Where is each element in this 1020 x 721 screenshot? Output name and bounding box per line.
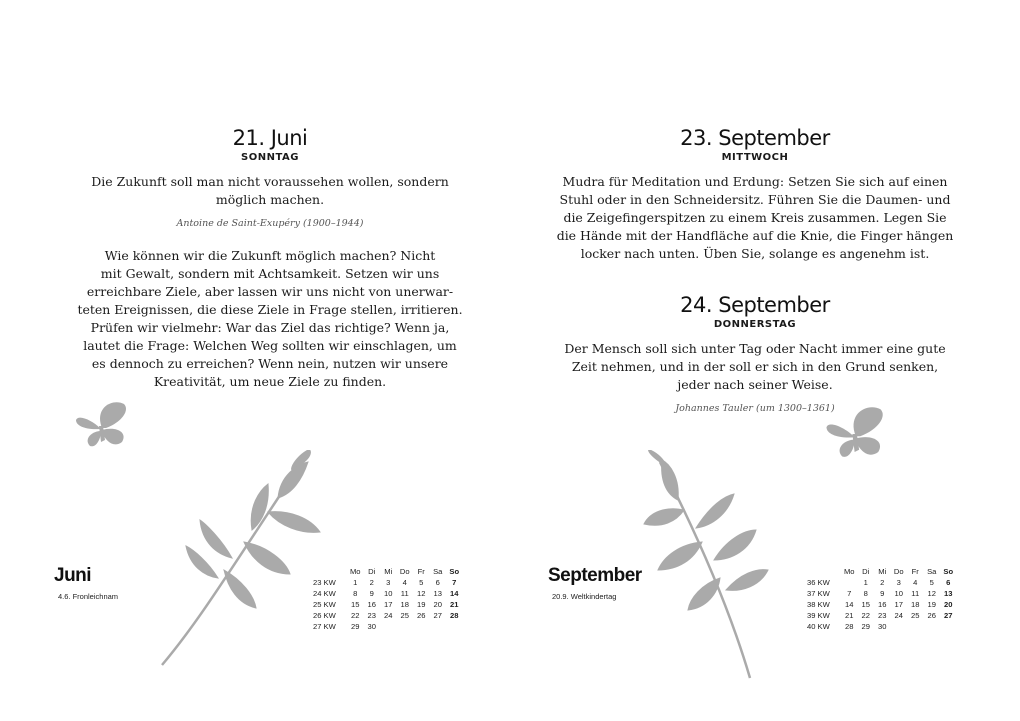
calendar-day: 24 (894, 611, 903, 620)
calendar-day: 2 (369, 578, 374, 587)
calendar-day (924, 621, 941, 632)
calendar-day: 4 (913, 578, 918, 587)
entry-date: 24. September (680, 293, 830, 317)
calendar-day: 7 (847, 589, 852, 598)
calendar-day: 19 (927, 600, 936, 609)
butterfly-icon (822, 402, 894, 466)
entry-23-september (555, 125, 955, 263)
calendar-day: 17 (384, 600, 393, 609)
calendar-day (380, 621, 397, 632)
calendar-day: 10 (894, 589, 903, 598)
entry-weekday: SONNTAG (241, 152, 299, 163)
calendar-day (891, 621, 908, 632)
calendar-day: 11 (911, 589, 920, 598)
calendar-day: 11 (400, 589, 409, 598)
calendar-day (413, 621, 430, 632)
leaf-branch-icon (150, 450, 330, 670)
calendar-day: 1 (353, 578, 358, 587)
calendar-week-row (807, 588, 957, 599)
calendar-week-row (807, 577, 957, 588)
calendar-day: 30 (367, 622, 376, 631)
entry-body: Wie können wir die Zukunft möglich machen? Nicht mit Gewalt, sondern mit Achtsamkeit. Setzen wir uns erreichbare Ziele, aber lassen wir uns nicht von unerwar- teten Ereignissen, die diese Ziele in Frage stellen, irritieren. Prüfen wir vielmehr: War das Ziel das richtige? Wenn ja, lautet die Frage: Welchen Weg sollten wir einschlagen, um es dennoch zu erreichen? Wenn nein, nutzen wir unsere Kreativität, um neue Ziele zu finden. (77, 248, 463, 389)
calendar-day: 29 (351, 622, 360, 631)
calendar-week-row (807, 621, 957, 632)
entry-21-juni (70, 125, 470, 391)
calendar-week-number: 24 KW (313, 589, 336, 598)
month-title: September (548, 565, 642, 586)
calendar-day: 14 (450, 589, 459, 598)
calendar-day: 9 (369, 589, 374, 598)
calendar-week-number: 25 KW (313, 600, 336, 609)
calendar-day: 13 (433, 589, 442, 598)
right-page (510, 0, 1020, 721)
calendar-day: 5 (929, 578, 934, 587)
entry-body: Mudra für Meditation und Erdung: Setzen Sie sich auf einen Stuhl oder in den Schneidersitz. Führen Sie die Daumen- und die Zeigefingerspitzen zu einem Kreis zusammen. Legen Sie die Hände mit der Handfläche auf die Knie, die Finger hängen locker nach unten. Üben Sie, solange es angenehm ist. (556, 174, 954, 261)
calendar-day: 25 (911, 611, 920, 620)
calendar-day: 22 (861, 611, 870, 620)
calendar-day: 24 (384, 611, 393, 620)
calendar-week-row (313, 588, 463, 599)
calendar-day (907, 621, 924, 632)
calendar-day: 20 (433, 600, 442, 609)
quote-citation: Johannes Tauler (um 1300–1361) (675, 403, 835, 414)
calendar-day: 21 (845, 611, 854, 620)
calendar-day: 16 (878, 600, 887, 609)
calendar-day: 27 (433, 611, 442, 620)
calendar-day: 1 (863, 578, 868, 587)
calendar-day: 12 (927, 589, 936, 598)
calendar-week-number: 37 KW (807, 589, 830, 598)
calendar-day: 27 (944, 611, 953, 620)
quote: Der Mensch soll sich unter Tag oder Nacht immer eine gute Zeit nehmen, und in der soll er sich in den Grund senken, jeder nach seiner Weise. (564, 341, 946, 392)
calendar-day: 6 (435, 578, 440, 587)
calendar-day: 23 (878, 611, 887, 620)
mini-calendar (313, 566, 463, 632)
calendar-day: 8 (353, 589, 358, 598)
calendar-week-row (313, 621, 463, 632)
calendar-day: 28 (450, 611, 459, 620)
calendar-day (446, 621, 463, 632)
calendar-week-number: 39 KW (807, 611, 830, 620)
calendar-header-row: Mo Di Mi Do Fr Sa So (843, 567, 954, 576)
calendar-day: 23 (367, 611, 376, 620)
calendar-week-number: 40 KW (807, 622, 830, 631)
calendar-day: 15 (861, 600, 870, 609)
calendar-day: 5 (419, 578, 424, 587)
calendar-week-number: 38 KW (807, 600, 830, 609)
calendar-week-number: 36 KW (807, 578, 830, 587)
butterfly-icon (72, 398, 136, 454)
calendar-week-row (807, 610, 957, 621)
calendar-day: 17 (894, 600, 903, 609)
quote: Die Zukunft soll man nicht voraussehen wollen, sondern möglich machen. (91, 174, 449, 207)
calendar-day: 8 (863, 589, 868, 598)
calendar-day: 25 (400, 611, 409, 620)
calendar-day (397, 621, 414, 632)
entry-weekday: DONNERSTAG (713, 319, 797, 330)
calendar-week-number: 26 KW (313, 611, 336, 620)
calendar-day: 28 (845, 622, 854, 631)
calendar-day: 18 (400, 600, 409, 609)
calendar-day: 10 (384, 589, 393, 598)
calendar-day: 20 (944, 600, 953, 609)
calendar-day: 16 (367, 600, 376, 609)
calendar-week-number: 23 KW (313, 578, 336, 587)
calendar-header-row: Mo Di Mi Do Fr Sa So (349, 567, 460, 576)
calendar-day: 22 (351, 611, 360, 620)
mini-calendar (807, 566, 957, 632)
calendar-day (940, 621, 957, 632)
calendar-day: 18 (911, 600, 920, 609)
calendar-day: 2 (880, 578, 885, 587)
calendar-week-row (313, 577, 463, 588)
calendar-day: 15 (351, 600, 360, 609)
calendar-day: 26 (927, 611, 936, 620)
entry-weekday: MITTWOCH (721, 152, 789, 163)
calendar-week-row (807, 599, 957, 610)
calendar-day: 21 (450, 600, 459, 609)
calendar-day: 7 (452, 578, 457, 587)
calendar-week-row (313, 599, 463, 610)
calendar-week-row (313, 610, 463, 621)
quote-citation: Antoine de Saint-Exupéry (1900–1944) (176, 218, 364, 229)
entry-date: 21. Juni (232, 126, 308, 150)
calendar-week-number: 27 KW (313, 622, 336, 631)
entry-date: 23. September (680, 126, 830, 150)
calendar-day: 19 (417, 600, 426, 609)
calendar-day: 4 (402, 578, 407, 587)
calendar-day: 3 (386, 578, 391, 587)
calendar-day: 3 (896, 578, 901, 587)
holiday-note: 20.9. Weltkindertag (552, 592, 617, 601)
calendar-day: 30 (878, 622, 887, 631)
holiday-note: 4.6. Fronleichnam (58, 592, 119, 601)
month-title: Juni (54, 565, 92, 586)
calendar-day: 13 (944, 589, 953, 598)
calendar-day: 26 (417, 611, 426, 620)
leaf-branch-icon (640, 450, 780, 680)
calendar-day: 12 (417, 589, 426, 598)
entry-24-september (555, 292, 955, 416)
calendar-day: 9 (880, 589, 885, 598)
calendar-day (430, 621, 447, 632)
calendar-day: 14 (845, 600, 854, 609)
calendar-day: 6 (946, 578, 951, 587)
calendar-day: 29 (861, 622, 870, 631)
calendar-day (841, 577, 858, 588)
